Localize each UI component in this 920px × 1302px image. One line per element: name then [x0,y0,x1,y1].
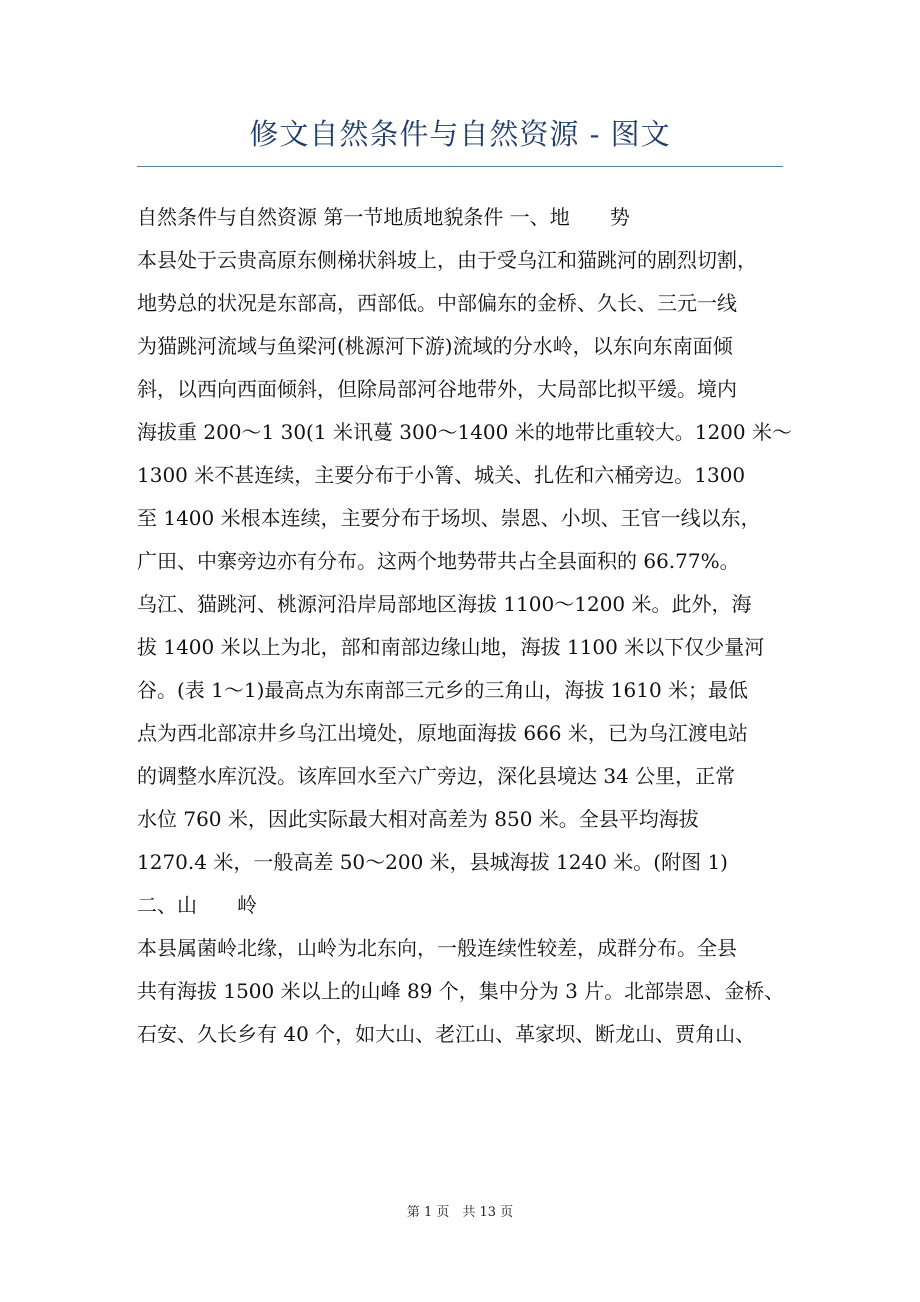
title-underline [137,166,783,167]
text-line: 本县处于云贵高原东侧梯状斜坡上，由于受乌江和猫跳河的剧烈切割， [137,248,757,272]
text-line: 1270.4 米，一般高差 50～200 米，县城海拔 1240 米。(附图 1) [137,850,728,874]
text-line: 至 1400 米根本连续，主要分布于场坝、崇恩、小坝、王官一线以东， [137,506,761,530]
text-line: 乌江、猫跳河、桃源河沿岸局部地区海拔 1100～1200 米。此外，海 [137,592,752,616]
section-heading: 二、山 岭 [137,893,257,917]
document-body [137,196,797,1056]
text-line: 自然条件与自然资源 第一节地质地貌条件 一、地 势 [137,205,630,229]
text-line: 为猫跳河流域与鱼梁河(桃源河下游)流域的分水岭，以东向东南面倾 [137,334,733,358]
text-line: 广田、中寨旁边亦有分布。这两个地势带共占全县面积的 66.77%。 [137,549,740,573]
text-line: 的调整水库沉没。该库回水至六广旁边，深化县境达 34 公里，正常 [137,764,736,788]
text-line: 石安、久长乡有 40 个，如大山、老江山、革家坝、断龙山、贾角山、 [137,1022,756,1046]
text-line: 本县属菌岭北缘，山岭为北东向，一般连续性较差，成群分布。全县 [137,936,737,960]
page-title: 修文自然条件与自然资源 - 图文 [249,117,671,151]
text-line: 水位 760 米，因此实际最大相对高差为 850 米。全县平均海拔 [137,807,699,831]
text-line: 1300 米不甚连续，主要分布于小箐、城关、扎佐和六桶旁边。1300 [137,463,746,487]
text-line: 斜，以西向西面倾斜，但除局部河谷地带外，大局部比拟平缓。境内 [137,377,737,401]
text-line: 海拔重 200～1 30(1 米讯蔓 300～1400 米的地带比重较大。1200 米～ [137,420,792,444]
text-line: 点为西北部凉井乡乌江出境处，原地面海拔 666 米，已为乌江渡电站 [137,721,748,745]
text-line: 共有海拔 1500 米以上的山峰 89 个，集中分为 3 片。北部崇恩、金桥、 [137,979,785,1003]
text-line: 谷。(表 1～1)最高点为东南部三元乡的三角山，海拔 1610 米；最低 [137,678,749,702]
page-number: 第 1 页 共 13 页 [406,1205,514,1220]
text-line: 地势总的状况是东部高，西部低。中部偏东的金桥、久长、三元一线 [137,291,737,315]
text-line: 拔 1400 米以上为北，部和南部边缘山地，海拔 1100 米以下仅少量河 [137,635,765,659]
